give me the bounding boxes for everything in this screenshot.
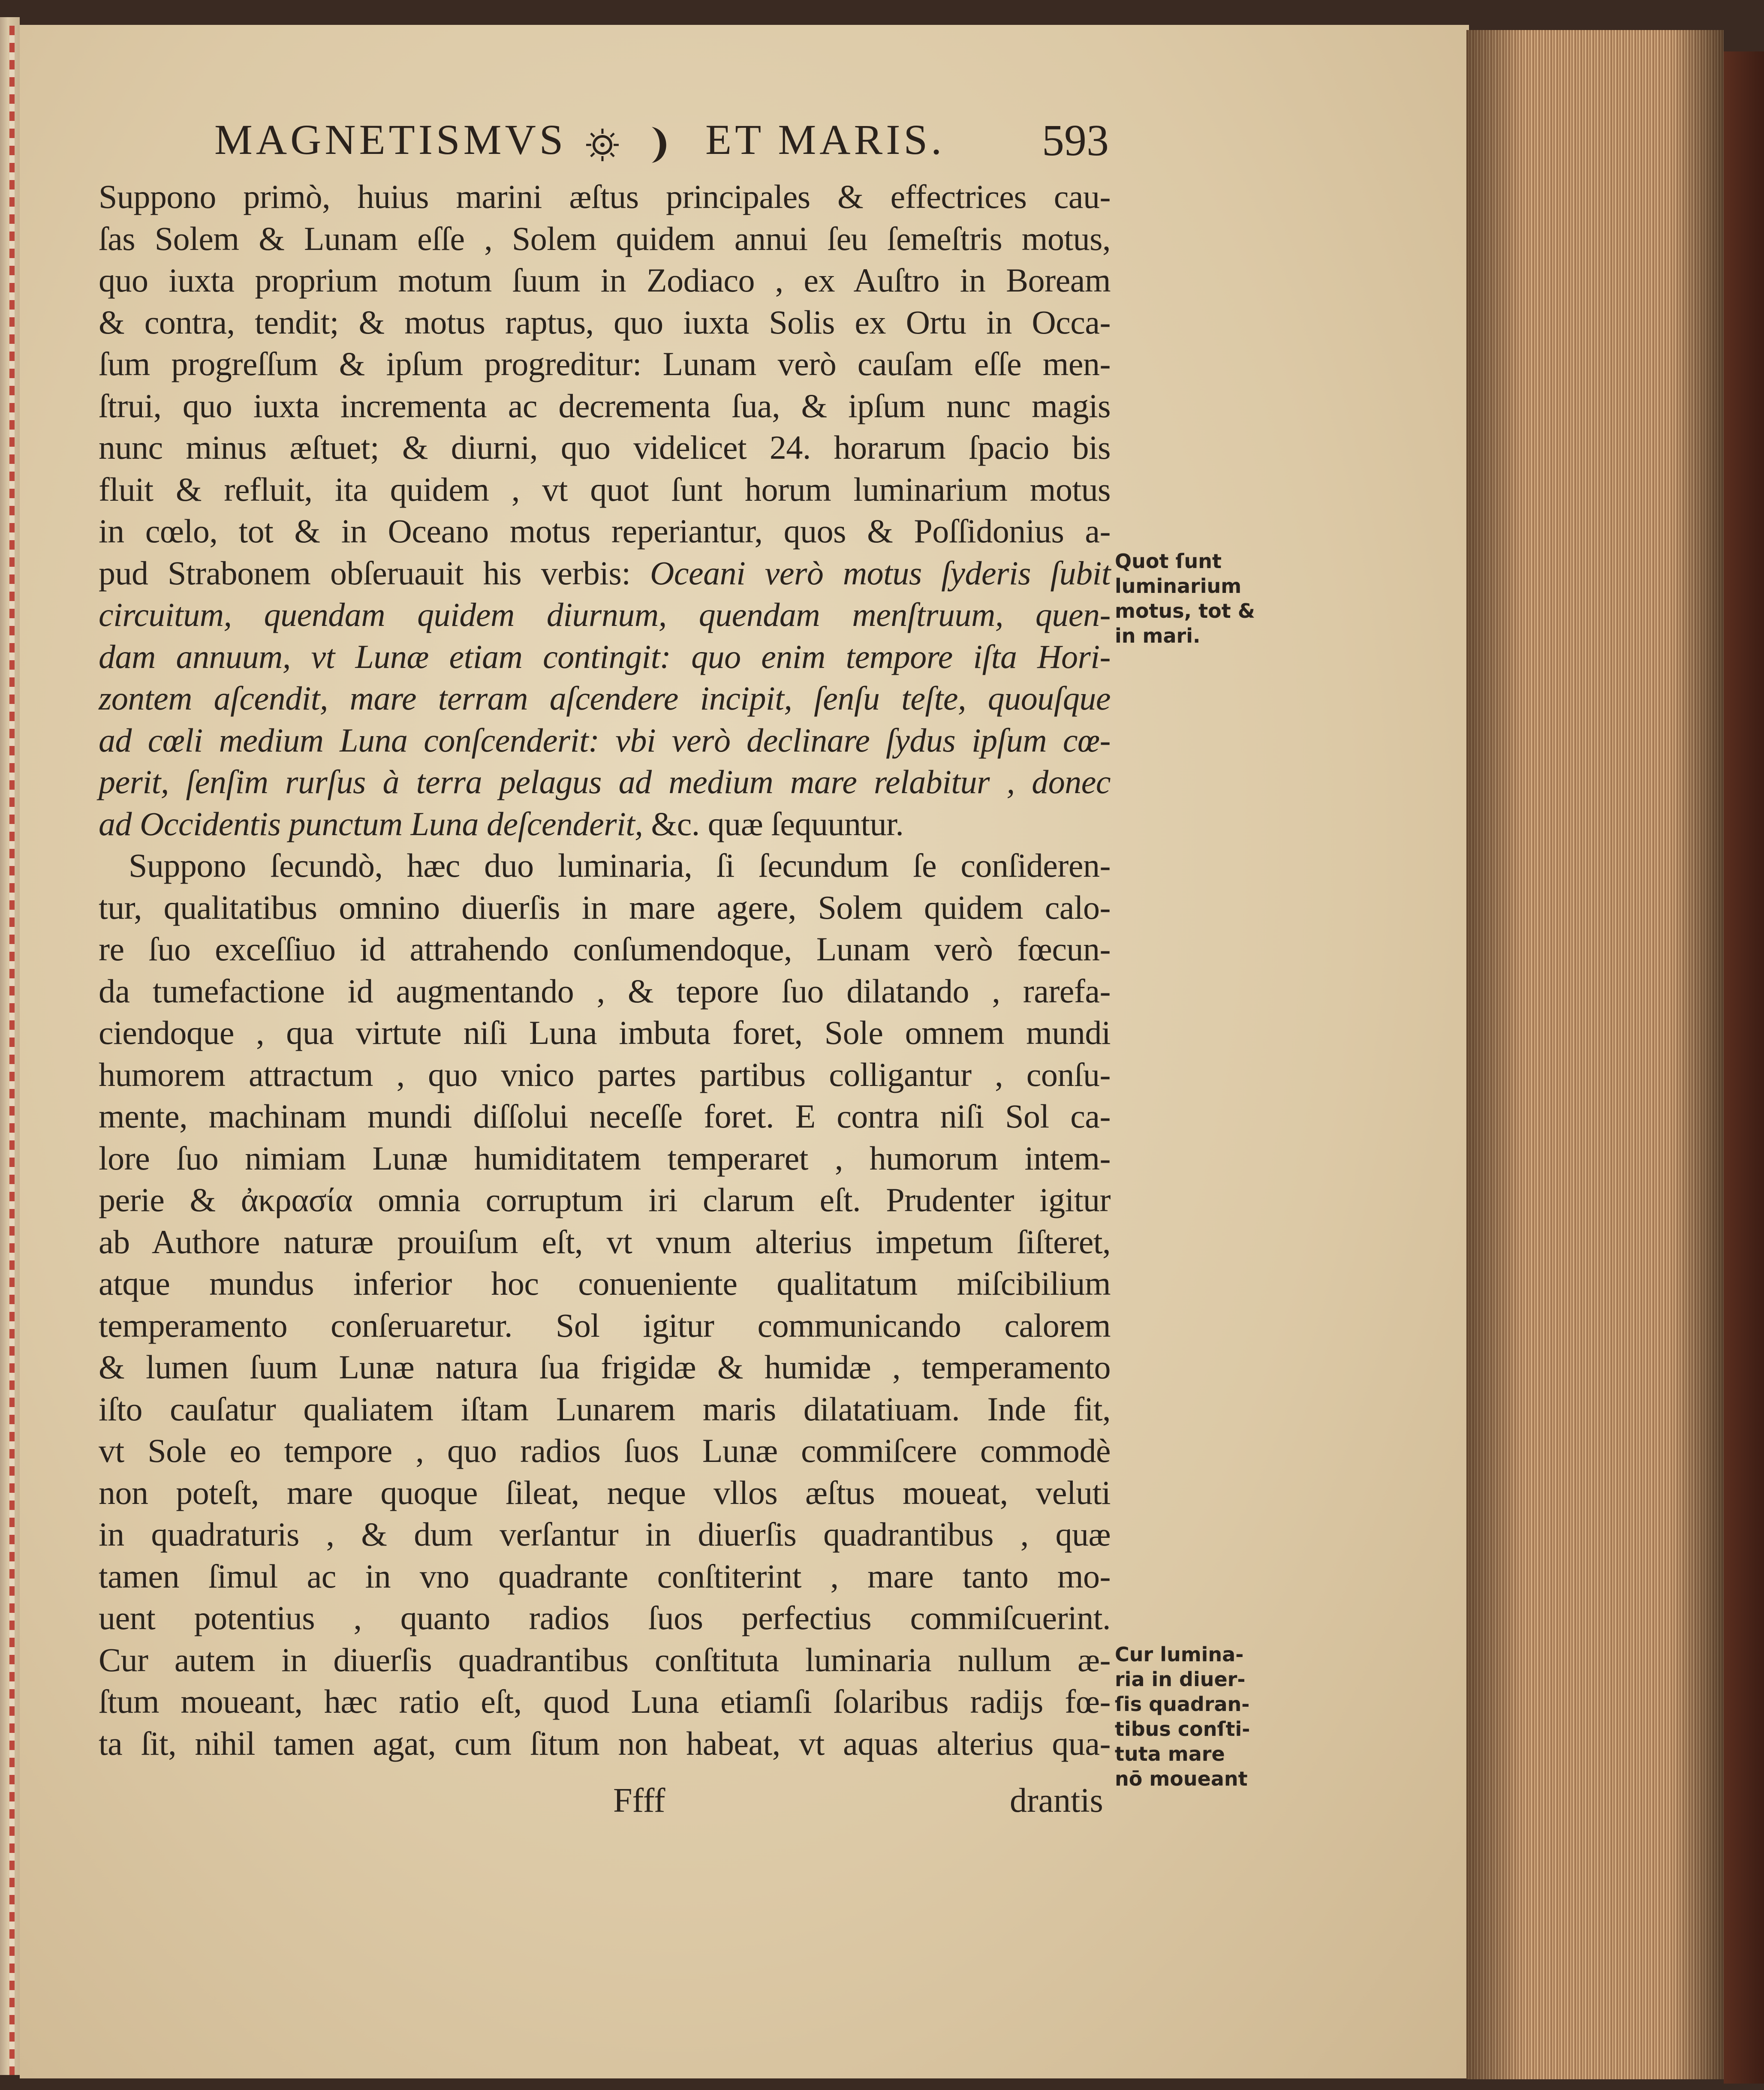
running-head-title-left: MAGNETISMVS: [214, 116, 567, 163]
body-text: [99, 176, 1111, 1764]
quotation-italic: ad Occidentis punctum Luna deſcenderit,: [99, 805, 643, 842]
quotation-line: zontem aſcendit, mare terram aſcendere incipit, ſenſu teſte, quouſque: [99, 680, 1111, 717]
signature-mark: Ffff: [613, 1782, 665, 1819]
text-line: Cur autem in diuerſis quadrantibus conſtituta luminaria nullum æ-: [99, 1641, 1111, 1678]
margin-note-line: ria in diuer-: [1115, 1668, 1246, 1691]
text-line: ab Authore naturæ prouiſum eſt, vt vnum alterius impetum ſiſteret,: [99, 1223, 1111, 1260]
margin-note-line: nō moueant: [1115, 1767, 1248, 1790]
binding-stitch: [9, 26, 15, 2075]
text-line: quo iuxta proprium motum ſuum in Zodiaco , ex Auſtro in Boream: [99, 262, 1111, 299]
text-line: ſtrui, quo iuxta incrementa ac decrementa ſua, & ipſum nunc magis: [99, 387, 1111, 424]
paragraph-start-line: Suppono ſecundò, hæc duo luminaria, ſi ſecundum ſe conſideren-: [129, 847, 1111, 884]
text-line: ta ſit, nihil tamen agat, cum ſitum non habeat, vt aquas alterius qua-: [99, 1724, 1111, 1762]
margin-note-line: luminarium: [1115, 574, 1242, 598]
text-line: ſtum moueant, hæc ratio eſt, quod Luna etiamſi ſolaribus radijs fœ-: [99, 1683, 1111, 1720]
sun-symbol-icon: [585, 128, 620, 162]
text-line: in quadraturis , & dum verſantur in diuerſis quadrantibus , quæ: [99, 1516, 1111, 1553]
quotation-line: ad cœli medium Luna conſcenderit: vbi verò declinare ſydus ipſum cœ-: [99, 721, 1111, 759]
text-line: ſum progreſſum & ipſum progreditur: Lunam verò cauſam eſſe men-: [99, 345, 1111, 382]
margin-note-line: Quot ſunt: [1115, 550, 1222, 573]
text-line: da tumefactione id augmentando , & tepore ſuo dilatando , rarefa-: [99, 972, 1111, 1010]
quotation-line: dam annuum, vt Lunæ etiam contingit: quo enim tempore iſta Hori-: [99, 638, 1111, 675]
book-cover-edge: [1724, 51, 1764, 2084]
text-line: nunc minus æſtuet; & diurni, quo videlicet 24. horarum ſpacio bis: [99, 429, 1111, 466]
text-line: fluit & refluit, ita quidem , vt quot ſunt horum luminarium motus: [99, 470, 1111, 508]
text-line-mixed: [99, 803, 1111, 845]
text-roman-part: pud Strabonem obſeruauit his verbis:: [99, 554, 650, 592]
text-line: non poteſt, mare quoque ſileat, neque vllos æſtus moueat, veluti: [99, 1474, 1111, 1511]
margin-note-line: motus, tot &: [1115, 599, 1255, 622]
text-line: vt Sole eo tempore , quo radios ſuos Lunæ commiſcere commodè: [99, 1432, 1111, 1469]
catchword: drantis: [1010, 1782, 1103, 1819]
text-line: lore ſuo nimiam Lunæ humiditatem temperaret , humorum intem-: [99, 1139, 1111, 1177]
running-head: [214, 115, 1149, 179]
text-line: humorem attractum , quo vnico partes partibus colligantur , conſu-: [99, 1056, 1111, 1093]
margin-note-line: in mari.: [1115, 624, 1201, 647]
text-line: atque mundus inferior hoc conueniente qualitatum miſcibilium: [99, 1265, 1111, 1302]
quotation-line: perit, ſenſim rurſus à terra pelagus ad medium mare relabitur , donec: [99, 763, 1111, 800]
text-line: re ſuo exceſſiuo id attrahendo conſumendoque, Lunam verò fœcun-: [99, 930, 1111, 968]
text-line: & lumen ſuum Lunæ natura ſua frigidæ & humidæ , temperamento: [99, 1348, 1111, 1386]
text-line: perie & ἀκρασία omnia corruptum iri clarum eſt. Prudenter igitur: [99, 1181, 1111, 1218]
page-number: 593: [1042, 116, 1109, 165]
text-line: temperamento conſeruaretur. Sol igitur communicando calorem: [99, 1306, 1111, 1344]
text-line: in cœlo, tot & in Oceano motus reperiantur, quos & Poſſidonius a-: [99, 512, 1111, 550]
text-line: & contra, tendit; & motus raptus, quo iuxta Solis ex Ortu in Occa-: [99, 303, 1111, 341]
text-roman-part: &c. quæ ſequuntur.: [643, 805, 904, 842]
margin-note-line: Cur lumina-: [1115, 1643, 1244, 1666]
moon-symbol-icon: [645, 123, 675, 166]
running-head-title-right: ET MARIS.: [705, 116, 945, 163]
text-line: tur, qualitatibus omnino diuerſis in mare agere, Solem quidem calo-: [99, 888, 1111, 926]
text-line: iſto cauſatur qualiatem iſtam Lunarem maris dilatatiuam. Inde fit,: [99, 1390, 1111, 1428]
quotation-italic: Oceani verò motus ſyderis ſubit: [650, 554, 1111, 592]
text-line: mente, machinam mundi diſſolui neceſſe foret. E contra niſi Sol ca-: [99, 1098, 1111, 1135]
margin-note-quadrants: [1115, 1642, 1278, 1791]
quotation-line: circuitum, quendam quidem diurnum, quendam menſtruum, quen-: [99, 596, 1111, 633]
text-line-mixed: [99, 552, 1111, 594]
margin-note-line: tuta mare: [1115, 1742, 1225, 1765]
margin-note-line: ſis quadran-: [1115, 1693, 1250, 1716]
margin-note-line: tibus conſti-: [1115, 1717, 1250, 1741]
text-line: ſas Solem & Lunam eſſe , Solem quidem annui ſeu ſemeſtris motus,: [99, 220, 1111, 257]
text-line: ciendoque , qua virtute niſi Luna imbuta foret, Sole omnem mundi: [99, 1014, 1111, 1051]
text-line: uent potentius , quanto radios ſuos perfectius commiſcuerint.: [99, 1599, 1111, 1636]
fore-edge-shading: [1466, 30, 1724, 2079]
text-line: tamen ſimul ac in vno quadrante conſtiterint , mare tanto mo-: [99, 1557, 1111, 1595]
text-line: Suppono primò, huius marini æſtus principales & effectrices cau-: [99, 178, 1111, 215]
margin-note-luminaria: [1115, 549, 1278, 648]
